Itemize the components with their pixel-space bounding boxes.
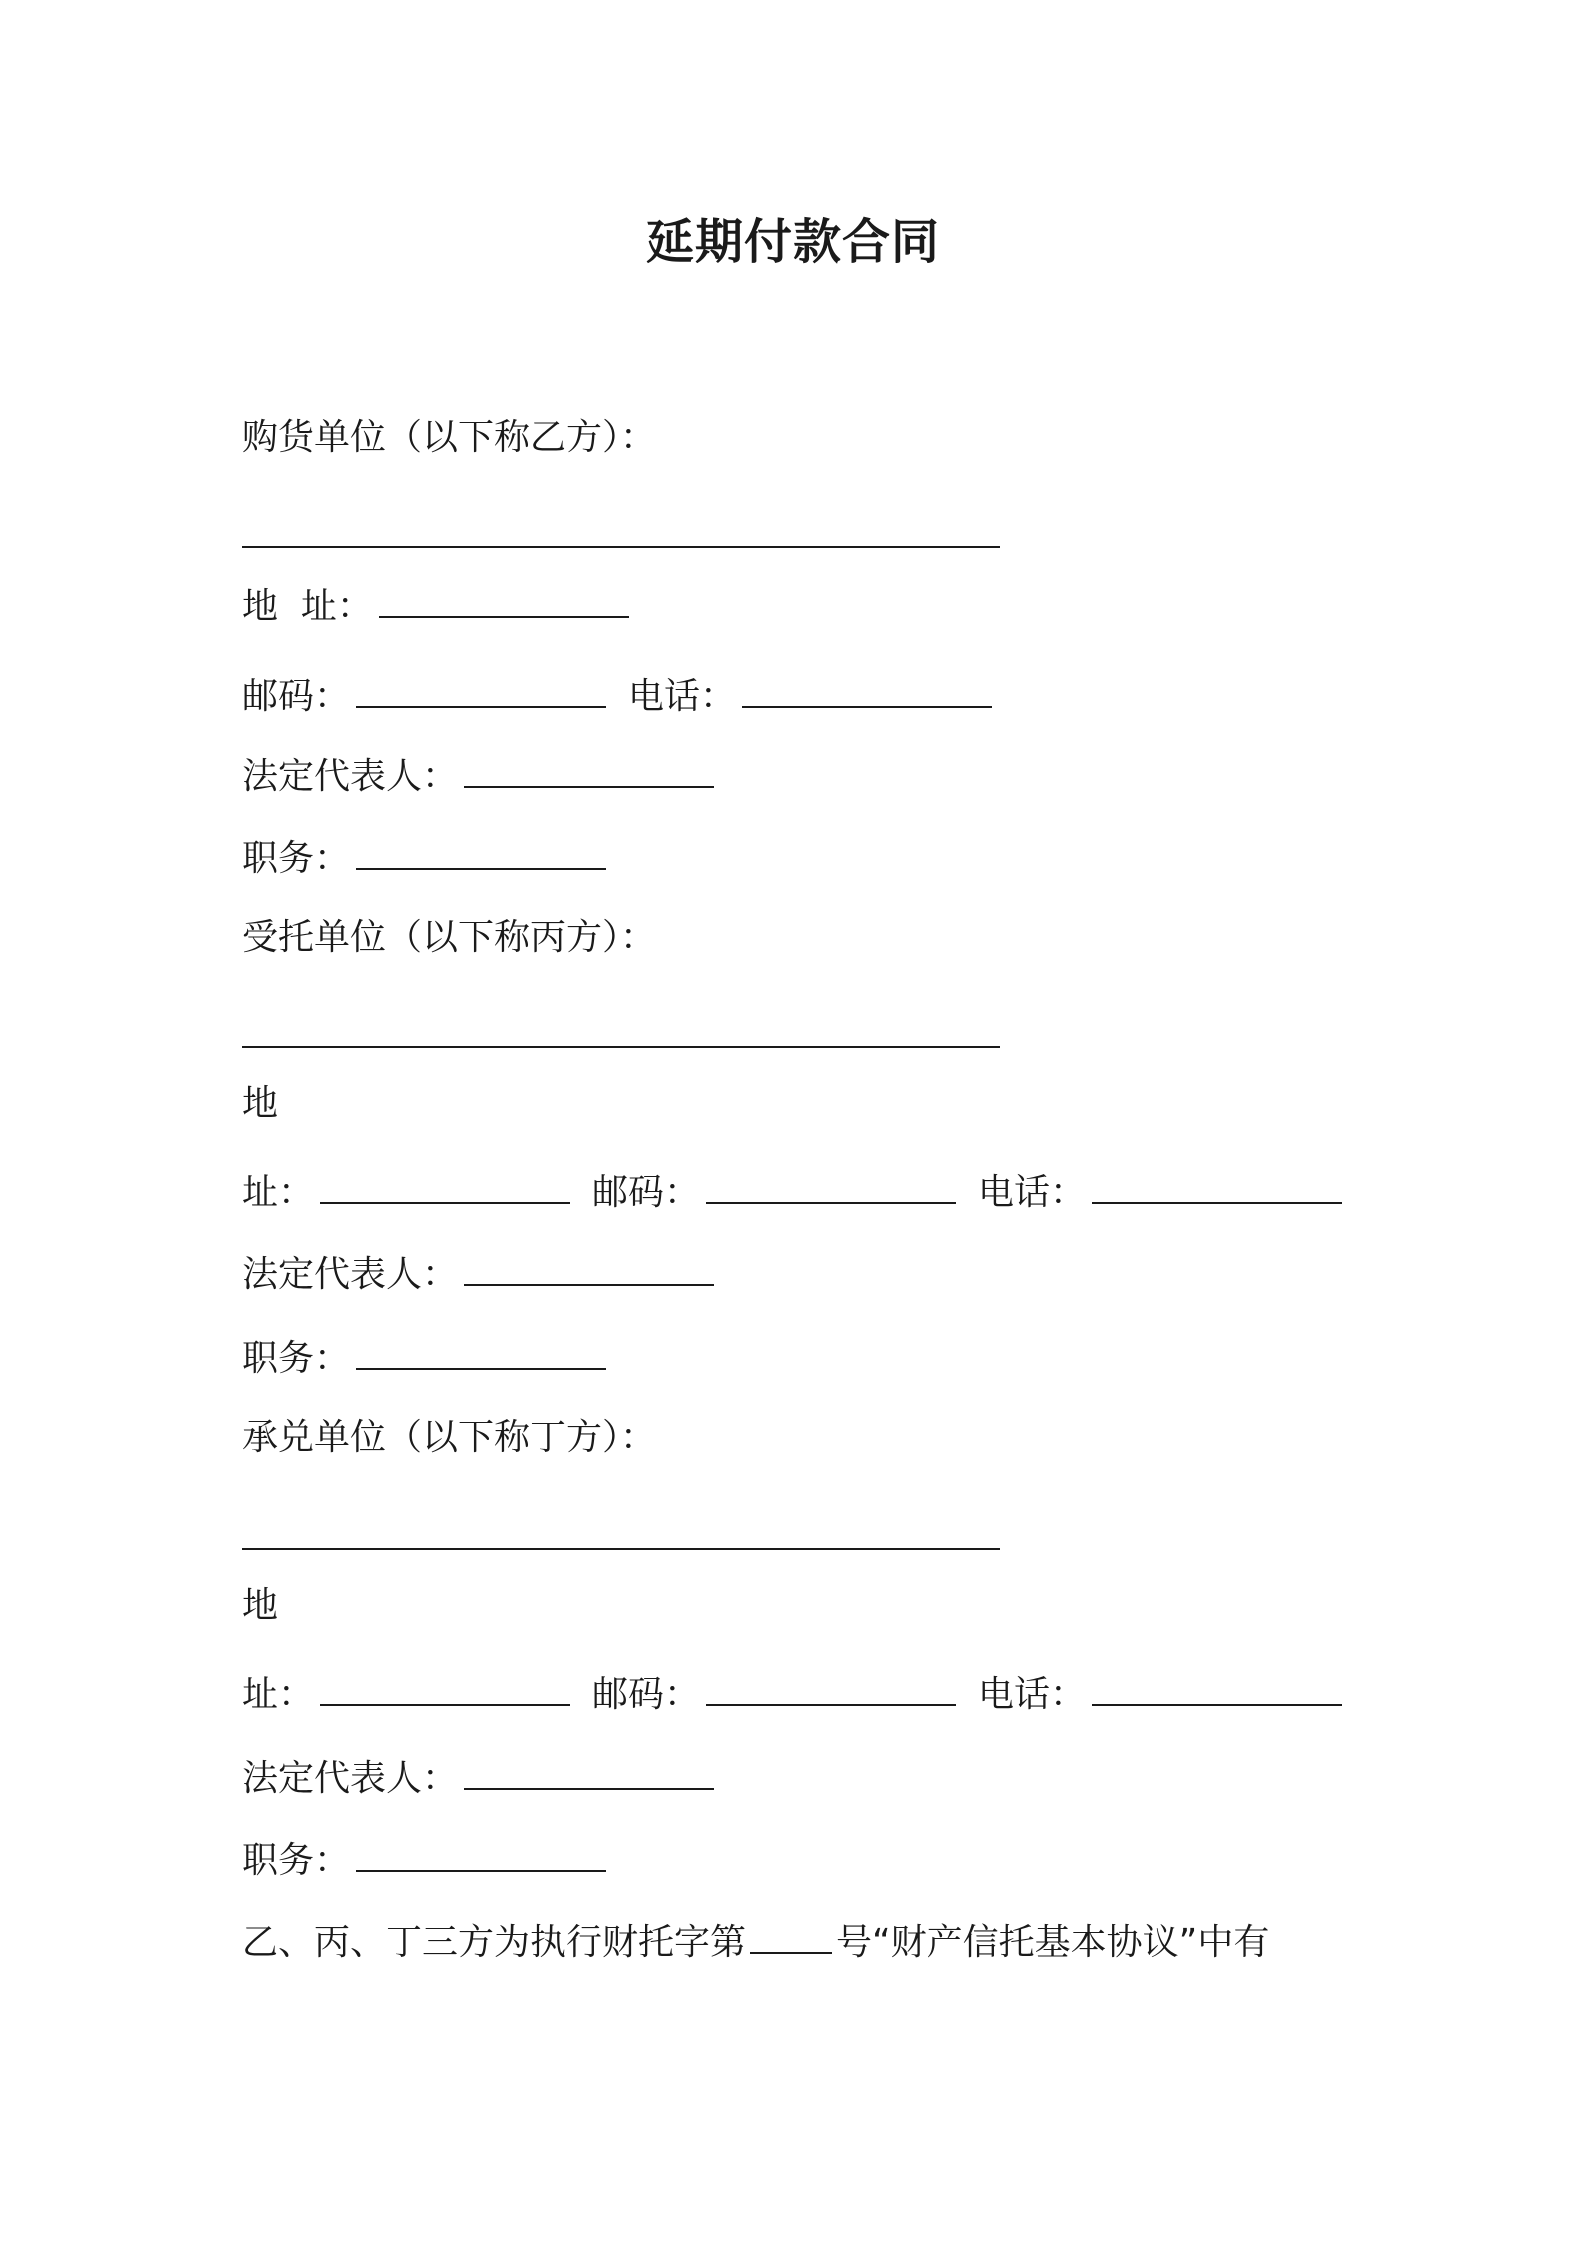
party-d-position-row (242, 1834, 606, 1885)
party-c-postcode-label: 邮码： (592, 1172, 701, 1213)
party-b-postcode-label: 邮码： (242, 676, 351, 717)
party-d-phone-label: 电话： (978, 1674, 1087, 1715)
party-c-legal-rep-label: 法定代表人： (242, 1254, 459, 1295)
party-b-position-row (242, 832, 606, 883)
party-d-name-blank (242, 1548, 1000, 1550)
party-d-address-blank (320, 1668, 570, 1706)
party-b-position-label: 职务： (242, 838, 351, 879)
party-b-legal-rep-label: 法定代表人： (242, 756, 459, 797)
party-b-phone-label: 电话： (628, 676, 737, 717)
party-c-address-label: 址： (242, 1172, 315, 1213)
party-b-legal-rep-blank (464, 750, 714, 788)
party-c-heading: 受托单位（以下称丙方）： (242, 917, 657, 958)
party-d-phone-blank (1092, 1668, 1342, 1706)
party-c-legal-rep-row (242, 1248, 714, 1299)
closing-paragraph (242, 1916, 1269, 1967)
contract-title: 延期付款合同 (645, 214, 940, 270)
party-b-heading: 购货单位（以下称乙方）： (242, 417, 657, 458)
party-c-address-label-line1: 地 (242, 1083, 279, 1124)
party-d-address-label-line1: 地 (242, 1585, 279, 1626)
party-b-contact-row (242, 670, 992, 721)
party-b-position-blank (356, 832, 606, 870)
party-c-position-row (242, 1332, 606, 1383)
party-d-position-label: 职务： (242, 1840, 351, 1881)
party-d-contact-row (242, 1668, 1342, 1719)
party-c-phone-label: 电话： (978, 1172, 1087, 1213)
party-d-position-blank (356, 1834, 606, 1872)
party-c-phone-blank (1092, 1166, 1342, 1204)
closing-text-part1: 乙、丙、丁三方为执行财托字第 (242, 1922, 747, 1963)
party-c-position-label: 职务： (242, 1338, 351, 1379)
party-b-address-blank (379, 580, 629, 618)
party-d-heading: 承兑单位（以下称丁方）： (242, 1417, 657, 1458)
party-c-position-blank (356, 1332, 606, 1370)
party-d-postcode-blank (706, 1668, 956, 1706)
party-c-legal-rep-blank (464, 1248, 714, 1286)
trust-number-blank (750, 1916, 832, 1954)
party-b-address-row (242, 580, 629, 631)
party-d-postcode-label: 邮码： (592, 1674, 701, 1715)
party-b-name-blank (242, 546, 1000, 548)
party-b-address-label: 地 址： (242, 586, 373, 627)
party-d-legal-rep-label: 法定代表人： (242, 1758, 459, 1799)
party-d-address-label: 址： (242, 1674, 315, 1715)
party-d-legal-rep-blank (464, 1752, 714, 1790)
party-c-contact-row (242, 1166, 1342, 1217)
party-c-postcode-blank (706, 1166, 956, 1204)
party-d-legal-rep-row (242, 1752, 714, 1803)
party-c-name-blank (242, 1046, 1000, 1048)
party-c-address-blank (320, 1166, 570, 1204)
party-b-phone-blank (742, 670, 992, 708)
closing-text-part2: 号“财产信托基本协议”中有 (836, 1922, 1270, 1963)
party-b-postcode-blank (356, 670, 606, 708)
party-b-legal-rep-row (242, 750, 714, 801)
